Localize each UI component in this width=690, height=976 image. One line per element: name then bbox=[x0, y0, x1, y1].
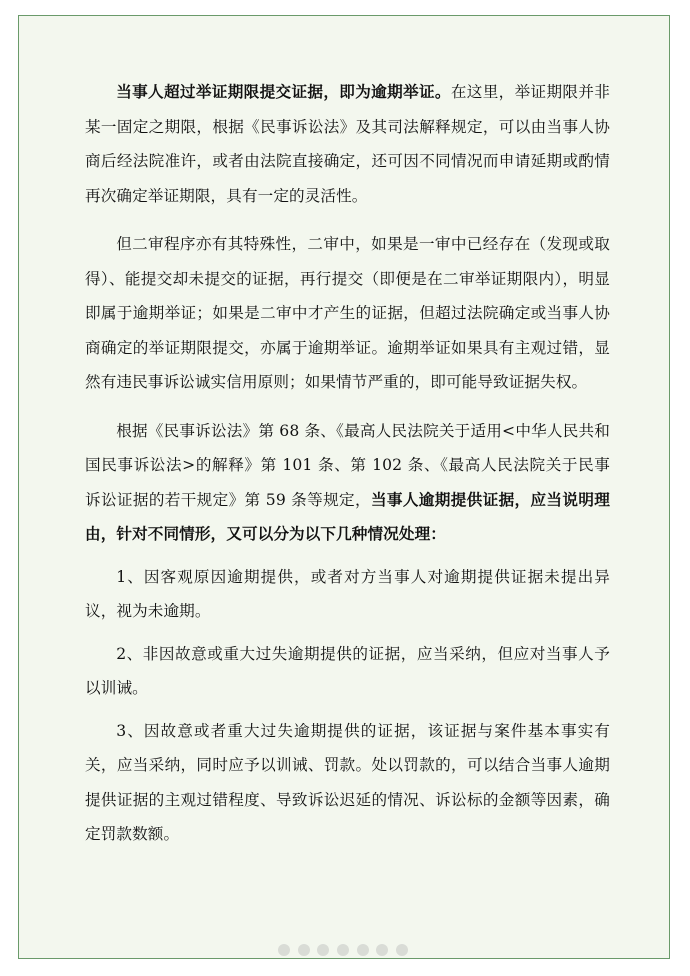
list-item-3 bbox=[85, 714, 610, 852]
list-item-2 bbox=[85, 637, 610, 706]
paragraph-3-bold-tail: 当事人逾期提供证据，应当说明理由，针对不同情形，又可以分为以下几种情况处理： bbox=[85, 489, 610, 543]
watermark-dot bbox=[376, 944, 388, 956]
paragraph-3-text: 根据《民事诉讼法》第 68 条、《最高人民法院关于适用<中华人民共和国民事诉讼法>的解释》第 101 条、第 102 条、《最高人民法院关于民事诉讼证据的若干规定》第 59 条等规定， bbox=[85, 421, 610, 509]
list-item-1-text: 1、因客观原因逾期提供，或者对方当事人对逾期提供证据未提出异议，视为未逾期。 bbox=[85, 567, 610, 620]
paragraph-2-text: 但二审程序亦有其特殊性，二审中，如果是一审中已经存在（发现或取得）、能提交却未提交的证据，再行提交（即便是在二审举证期限内），明显即属于逾期举证；如果是二审中才产生的证据，但超过法院确定或当事人协商确定的举证期限提交，亦属于逾期举证。逾期举证如果具有主观过错，显然有违民事诉讼诚实信用原则；如果情节严重的，即可能导致证据失权。 bbox=[85, 235, 610, 391]
paragraph-3 bbox=[85, 414, 610, 552]
watermark-dot bbox=[337, 944, 349, 956]
list-item-3-text: 3、因故意或者重大过失逾期提供的证据，该证据与案件基本事实有关，应当采纳，同时应予以训诫、罚款。处以罚款的，可以结合当事人逾期提供证据的主观过错程度、导致诉讼迟延的情况、诉讼标的金额等因素，确定罚款数额。 bbox=[85, 721, 610, 843]
list-item-2-text: 2、非因故意或重大过失逾期提供的证据，应当采纳，但应对当事人予以训诫。 bbox=[85, 644, 610, 697]
list-item-1 bbox=[85, 560, 610, 629]
paragraph-1-text: 在这里，举证期限并非某一固定之期限，根据《民事诉讼法》及其司法解释规定，可以由当事人协商后经法院准许，或者由法院直接确定，还可因不同情况而申请延期或酌情再次确定举证期限，具有一定的灵活性。 bbox=[85, 83, 610, 205]
paragraph-2 bbox=[85, 227, 610, 400]
watermark-dot bbox=[317, 944, 329, 956]
watermark-dot bbox=[357, 944, 369, 956]
watermark-dot bbox=[278, 944, 290, 956]
paragraph-1-bold-lead: 当事人超过举证期限提交证据，即为逾期举证。 bbox=[116, 82, 451, 101]
watermark-dot bbox=[396, 944, 408, 956]
watermark bbox=[278, 940, 408, 960]
paragraph-1 bbox=[85, 75, 610, 213]
document-body bbox=[85, 75, 610, 860]
watermark-dot bbox=[298, 944, 310, 956]
